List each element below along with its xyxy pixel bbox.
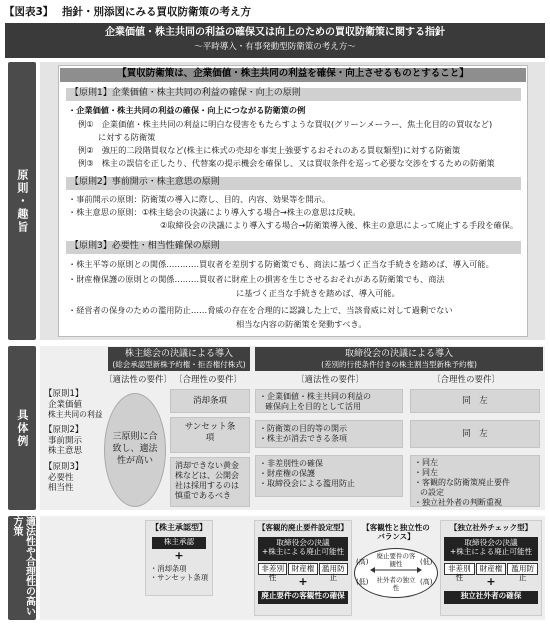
principle1-title: 【原則1】企業価値・株主共同の利益の確保・向上の原則	[66, 88, 521, 101]
card-shareholder-approval-title: 【株主承認型】	[151, 523, 207, 532]
cell-line: ・防衛策の目的等の開示	[259, 424, 347, 433]
cell-line: ・財産権の保護	[259, 469, 315, 478]
row-label-principle2	[44, 425, 83, 457]
row-label-line: 企業価値	[48, 399, 83, 410]
section-label-methods: 適法性や合理性の高い方策	[8, 516, 36, 620]
principle2-title: 【原則2】事前開示・株主意思の原則	[66, 177, 521, 190]
cell-line: ・株主が消去できる条項	[259, 434, 347, 443]
principle1-lead: ・企業価値・株主共同の利益の確保・向上につながる防衛策の例	[68, 105, 306, 115]
requirement-tags	[444, 563, 538, 583]
figure-tag: 【図表3】	[4, 6, 54, 18]
tag-property: 財産権	[288, 563, 317, 575]
label-high: (高)	[356, 558, 369, 566]
row-label-tag: 【原則3】	[44, 462, 84, 472]
label-low: (低)	[356, 578, 369, 586]
card-independent-check-title: 【独立社外チェック型】	[449, 523, 533, 532]
banner	[5, 23, 545, 58]
row-label-principle1	[44, 389, 103, 420]
row-label-line: 相当性	[48, 483, 74, 494]
column-shareholder-meeting	[108, 347, 250, 371]
high-legality-circle	[104, 393, 166, 507]
label-high: (高)	[420, 578, 433, 586]
column-shareholder-meeting-title: 株主総会の決議による導入	[124, 349, 233, 359]
tag-property: 財産権	[476, 563, 507, 575]
plus-sign: +	[486, 575, 496, 588]
tag-abuse-prevention: 濫用防止	[507, 563, 538, 575]
tag-nondiscrimination: 非差別性	[444, 563, 475, 575]
principle3-title: 【原則3】必要性・相当性確保の原則	[66, 241, 521, 254]
principle3-line2-cont: に基づく正当な手続きを踏めば、導入可能。	[236, 288, 400, 298]
principle1-example1: 例① 企業価値・株主共同の利益に明白な侵害をもたらすような買収(グリーンメーラー、焦土化目的の買収など)	[78, 119, 493, 129]
figure-title: 指針・別添図にみる買収防衛策の考え方	[62, 6, 251, 18]
method1-items	[150, 564, 208, 582]
independent-outsider-box: 独立社外者の確保	[444, 591, 538, 604]
principle2-line3: ②取締役会の決議により導入する場合→防衛策導入後、株主の意思によって廃止する手段を確保。	[160, 220, 519, 230]
method1-item: ・消却条項	[150, 564, 187, 573]
section-label-examples: 具体例	[8, 346, 36, 510]
column-board-title: 取締役会の決議による導入	[344, 349, 453, 359]
column-board	[255, 347, 543, 371]
cell-same-left-1: 同 左	[410, 389, 540, 413]
balance-title-line: 【客観性と独立性の	[362, 523, 430, 532]
principle1-example3: 例③ 株主の誤信を正したり、代替案の提示機会を確保し、又は買収条件を巡って必要な交渉をするための防衛策	[78, 158, 495, 168]
row-label-line: 株主意思	[48, 446, 83, 457]
cell-line: ・同左	[414, 458, 438, 467]
shareholder-approval-box: 株主承認	[152, 537, 206, 549]
method1-item: ・サンセット条項	[150, 573, 209, 583]
column-shareholder-meeting-sub: (総会承認型新株予約権・拒否権付株式)	[112, 360, 246, 370]
high-legality-text: 三原則に合致し、適法性が高い	[112, 432, 158, 466]
balance-objectivity: 廃止要件の客観性	[376, 552, 416, 569]
cell-line: 確保向上を目的として活用	[265, 402, 361, 411]
row-label-line: 必要性	[48, 472, 74, 483]
board-resolution-line: 取締役会の決議	[276, 538, 330, 547]
requirement-tags	[258, 563, 348, 583]
principle3-line2: ・財産権保護の原則との関係………買収者に財産上の損害を生じさせるおそれがある防衛策でも、商法	[68, 274, 445, 284]
principle2-line1: ・事前開示の原則：防衛策の導入に際し、目的、内容、効果等を開示。	[68, 194, 331, 204]
banner-title: 企業価値・株主共同の利益の確保又は向上のための買収防衛策に関する指針	[105, 27, 445, 38]
principle3-line3: ・経営者の保身のための濫用防止……脅威の存在を合理的に認識した上で、当該脅威に対して過剰でない	[68, 305, 453, 315]
row-label-tag: 【原則1】	[44, 389, 84, 399]
board-resolution-box	[444, 537, 538, 561]
tag-nondiscrimination: 非差別性	[258, 563, 287, 575]
plus-sign: +	[174, 549, 184, 562]
row-label-line: 株主共同の利益	[48, 410, 103, 420]
cell-line: の設定	[420, 488, 444, 497]
cell-disclosure	[255, 420, 403, 448]
section-label-principles: 原則・趣旨	[8, 62, 36, 340]
plus-sign: +	[298, 575, 308, 588]
cell-line: ・取締役会による濫用防止	[259, 479, 355, 488]
board-resolution-line: 取締役会の決議	[464, 538, 518, 547]
banner-subtitle: 〜平時導入・有事発動型防衛策の考え方〜	[194, 41, 356, 52]
column-board-sub: (差別的行使条件付きの株主割当型新株予約権)	[321, 360, 477, 370]
row-label-tag: 【原則2】	[44, 425, 84, 435]
cell-line: ・非差別性の確保	[259, 459, 323, 468]
cell-objective-requirements	[410, 455, 540, 507]
board-resolution-line: +株主による廃止可能性	[261, 547, 345, 557]
principle3-line3-cont: 相当な内容の防衛策を発動すべき。	[236, 319, 367, 329]
board-resolution-line: +株主による廃止可能性	[449, 547, 533, 557]
cell-line: ・同左	[414, 468, 438, 477]
principle2-line2: ・株主意思の原則：①株主総会の決議により導入する場合→株主の意思は反映。	[68, 207, 361, 217]
header-reason-2: 〔合理性の要件〕	[432, 375, 501, 385]
cell-golden-share-note: 消却できない黄金株などは、公開会社は採用するのは慎重であるべき	[170, 457, 250, 507]
cell-sunset-text: サンセット条項	[184, 422, 236, 443]
cell-line: ・独立社外者の判断重視	[414, 498, 502, 507]
header-reason-1: 〔合理性の要件〕	[174, 375, 243, 385]
cell-line: ・客観的な防衛策廃止要件	[414, 478, 510, 487]
label-low: (低)	[420, 558, 433, 566]
tag-abuse-prevention: 濫用防止	[319, 563, 348, 575]
cell-purpose	[255, 389, 403, 413]
cell-same-left-2: 同 左	[410, 420, 540, 448]
cell-line: ・企業価値・株主共同の利益の	[259, 392, 371, 401]
principle3-line1: ・株主平等の原則との関係…………買収者を差別する防衛策でも、商法に基づく正当な手続きを踏めば、導入可能。	[68, 259, 494, 269]
principle1-example1-cont: に対する防衛策	[98, 132, 156, 142]
cell-cancel-clause: 消却条項	[170, 389, 250, 413]
balance-independence: 社外者の独立性	[376, 576, 416, 593]
balance-title	[354, 523, 438, 542]
card-objective-removal-title: 【客観的廃止要件設定型】	[258, 523, 348, 532]
principles-heading: 【買収防衛策は、企業価値・株主共同の利益を確保・向上させるものとすること】	[60, 68, 526, 82]
balance-title-line: バランス】	[377, 532, 415, 542]
principle1-example2: 例② 強圧的二段階買収など(株主に株式の売却を事実上強要するおそれのある買収類型)に対する防衛策	[78, 145, 461, 155]
row-label-principle3	[44, 462, 83, 494]
cell-sunset-clause	[170, 417, 250, 453]
board-resolution-box	[258, 537, 348, 561]
header-legal-2: 〔適法性の要件〕	[296, 375, 365, 385]
objective-requirement-box: 廃止要件の客観性の確保	[258, 591, 348, 604]
row-label-line: 事前開示	[48, 435, 83, 446]
balance-arrows-icon	[370, 566, 422, 574]
header-legal-1: 〔適法性の要件〕	[104, 375, 173, 385]
cell-nondiscrimination	[255, 455, 403, 497]
